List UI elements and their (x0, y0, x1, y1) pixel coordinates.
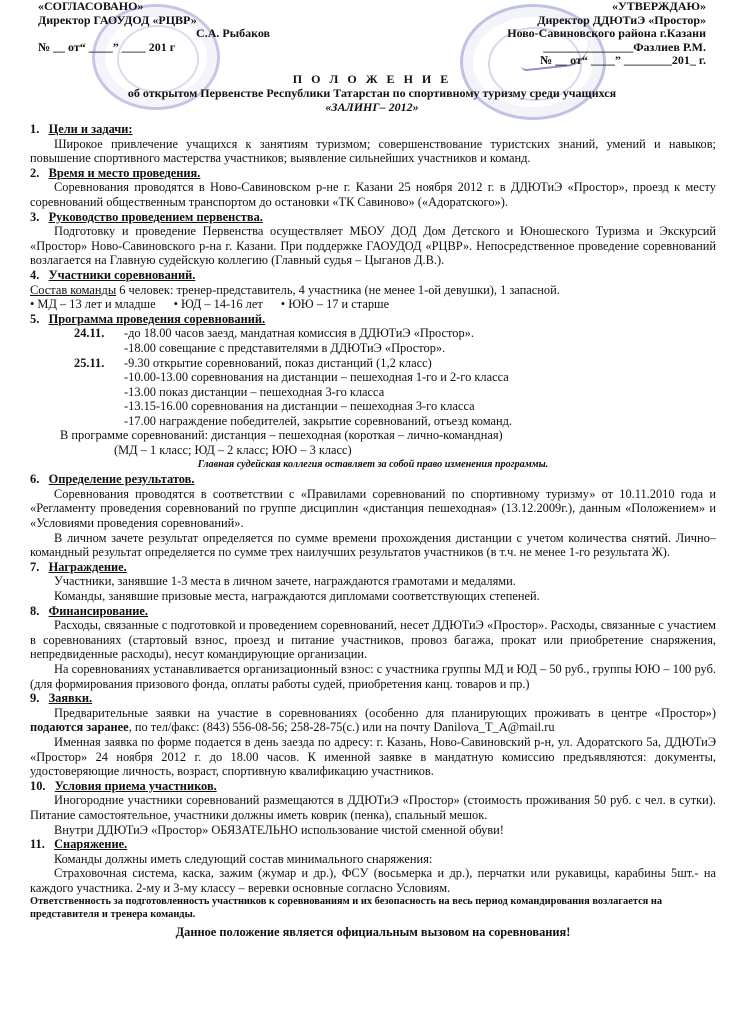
section-heading (30, 560, 716, 575)
section-paragraph: Участники, занявшие 1-3 места в личном зачете, награждаются грамотами и медалями. (54, 574, 516, 589)
schedule-date (74, 385, 124, 400)
section-heading (30, 166, 716, 181)
approval-left-heading: «СОГЛАСОВАНО» (38, 0, 144, 13)
applications-text: Предварительные заявки на участие в соревнованиях (особенно для планирующих проживать в центре «Простор») (54, 705, 716, 720)
approval-right-line4: № __ от“ ____” ________201_ г. (540, 53, 706, 67)
section-heading (30, 779, 716, 794)
team-text: 6 человек: тренер-представитель, 4 участника (не менее 1-ой девушки), 1 запасной. (116, 282, 560, 297)
schedule-date (74, 341, 124, 356)
section-paragraph: Расходы, связанные с подготовкой и проведением соревнований, несет ДДЮТиЭ «Простор». Расходы, связанные с участием в соревнованиях (стартовый взнос, проезд и питание участников, провоз багажа, прокат или приобретение снаряжения, непредвиденные расходы), несут командирующие организации. (30, 618, 716, 662)
section-paragraph: Внутри ДДЮТиЭ «Простор» ОБЯЗАТЕЛЬНО использование чистой сменной обуви! (54, 822, 504, 837)
section-title: Определение результатов. (48, 472, 195, 487)
approval-block-right (406, 0, 706, 68)
section-number: 9. (30, 691, 40, 706)
section-4 (30, 268, 716, 312)
schedule-row (74, 385, 716, 400)
section-paragraph: Команды должны иметь следующий состав минимального снаряжения: (54, 851, 433, 866)
age-group-md: • МД – 13 лет и младше (30, 297, 156, 312)
section-text: Соревнования проводятся в Ново-Савиновском р-не г. Казани 25 ноября 2012 г. в ДДЮТиЭ «Простор», проезд к месту соревнований общественным транспортом до остановки «ТК Савиново» («Адоратского»). (30, 180, 716, 209)
schedule-date: 24.11. (74, 326, 105, 341)
schedule-text: -17.00 награждение победителей, закрытие соревнований, отъезд команд. (124, 413, 513, 428)
section-number: 6. (30, 472, 40, 487)
section-heading (30, 210, 716, 225)
section-title: Снаряжение. (54, 837, 128, 852)
title-doc-word: П О Л О Ж Е Н И Е (292, 72, 452, 86)
section-8 (30, 604, 716, 692)
program-note: Главная судейская коллегия оставляет за собой право изменения программы. (197, 458, 549, 470)
section-paragraph: В личном зачете результат определяется по сумме времени прохождения дистанции с учетом количества снятий. Лично–командный результат определяется по сумме трех наилучших результатов участников (в т.ч. не менее 1-го результата Ж). (30, 530, 716, 560)
age-group-yd: • ЮД – 14-16 лет (173, 297, 263, 312)
schedule-row (74, 326, 716, 341)
responsibility-note: Ответственность за подготовленность участников к соревнованиям и их безопасность на весь период командирования возлагается на представителя и тренера команды. (30, 896, 663, 921)
section-11 (30, 837, 716, 895)
section-number: 5. (30, 311, 40, 326)
approval-right-line1: Директор ДДЮТиЭ «Простор» (537, 12, 706, 27)
section-2 (30, 166, 716, 210)
schedule-row (74, 414, 716, 429)
section-heading (30, 312, 716, 327)
section-heading (30, 691, 716, 706)
approval-block-left (38, 0, 298, 54)
document-title (0, 72, 744, 114)
schedule-row (74, 356, 716, 371)
schedule-date (74, 399, 124, 414)
section-title: Заявки. (48, 691, 93, 706)
age-groups (30, 297, 716, 312)
section-number: 10. (30, 778, 46, 793)
approval-right-heading: «УТВЕРЖДАЮ» (611, 0, 706, 13)
schedule-row (74, 370, 716, 385)
document-body (30, 122, 716, 940)
section-3 (30, 210, 716, 268)
applications-contacts: , по тел/факс: (843) 556-08-56; 258-28-75(с.) или на почту Danilova_T_A@mail.ru (128, 720, 555, 735)
section-paragraph: Именная заявка по форме подается в день заезда по адресу: г. Казань, Ново-Савиновский р-н, ул. Адоратского 5а, ДДЮТиЭ «Простор» 24 ноября 2012 г. до 18.00 часов. К именной заявке в мандатную комиссию предъявляются: документы, удостоверяющие личность, возраст, спортивную квалификацию участников. (30, 734, 716, 779)
section-6 (30, 472, 716, 560)
section-paragraph: Команды, занявшие призовые места, награждаются дипломами соответствующих степеней. (54, 589, 540, 603)
schedule-row (74, 341, 716, 356)
section-paragraph: Иногородние участники соревнований размещаются в ДДЮТиЭ «Простор» (стоимость проживания 50 руб. с чел. в сутки). Питание самостоятельное, участники должны иметь коврик (пенка), спальный мешок. (30, 793, 716, 822)
team-label: Состав команды (30, 282, 117, 297)
approval-left-line1: Директор ГАОУДОД «РЦВР» (38, 12, 197, 27)
section-number: 2. (30, 165, 40, 180)
section-5 (30, 312, 716, 473)
schedule-row (74, 399, 716, 414)
section-title: Руководство проведением первенства. (48, 209, 263, 224)
section-number: 7. (30, 559, 40, 574)
section-title: Участники соревнований. (48, 267, 196, 282)
schedule-text: -18.00 совещание с представителями в ДДЮТиЭ «Простор». (124, 340, 446, 355)
approval-right-line2: Ново-Савиновского района г.Казани (507, 26, 706, 40)
section-title: Время и место проведения. (48, 165, 201, 180)
applications-bold: подаются заранее (30, 720, 129, 735)
team-composition (30, 283, 716, 298)
approval-right-line3: _______________Фазлиев Р.М. (543, 39, 706, 54)
schedule-text: -10.00-13.00 соревнования на дистанции – пешеходная 1-го и 2-го класса (124, 370, 509, 385)
section-paragraph: Страховочная система, каска, зажим (жумар и др.), ФСУ (восьмерка и др.), перчатки или рукавицы, карабины 5шт.- на каждого участника. 2-му и 3-му классу – веревки основные согласно Условиям. (30, 866, 716, 895)
program-line2: (МД – 1 класс; ЮД – 2 класс; ЮЮ – 3 класс) (114, 443, 352, 458)
section-10 (30, 779, 716, 837)
section-heading (30, 122, 716, 137)
section-paragraph: На соревнованиях устанавливается организационный взнос: с участника группы МД и ЮД – 50 руб., группы ЮЮ – 100 руб. (для формирования призового фонда, оплаты работы судей, приобретения канц. товаров и пр.) (30, 661, 716, 691)
section-paragraph: Соревнования проводятся в соответствии с «Правилами соревнований по спортивному туризму» от 10.11.2010 года и «Регламенту проведения соревнований по группе дисциплин «дистанция пешеходная» (13.12.2009г.), данным «Положением» и «Условиями проведения соревнований». (30, 486, 716, 531)
section-7 (30, 560, 716, 604)
section-number: 4. (30, 267, 40, 282)
section-heading (30, 472, 716, 487)
schedule-text: -до 18.00 часов заезд, мандатная комиссия в ДДЮТиЭ «Простор». (124, 326, 474, 341)
schedule (30, 326, 716, 428)
section-text: Широкое привлечение учащихся к занятиям туризмом; совершенствование туристских знаний, умений и навыков; повышение спортивного мастерства участников; выявление сильнейших участников и команд. (30, 136, 716, 166)
schedule-date: 25.11. (74, 355, 105, 370)
title-subtitle: об открытом Первенстве Республики Татарстан по спортивному туризму среди учащихся (127, 86, 617, 100)
section-heading (30, 837, 716, 852)
schedule-text: -13.15-16.00 соревнования на дистанции – пешеходная 3-го класса (124, 399, 475, 414)
final-statement: Данное положение является официальным вызовом на соревнования! (175, 925, 571, 940)
section-title: Цели и задачи: (48, 122, 133, 136)
section-text: Подготовку и проведение Первенства осуществляет МБОУ ДОД Дом Детского и Юношеского Туризма и Экскурсий «Простор» Ново-Савиновского р-на г. Казани. При поддержке ГАОУДОД «РЦВР». Непосредственное проведение соревнований возлагается на Главную судейскую коллегию (Главный судья – Цыганов Д.В.). (30, 224, 716, 268)
section-paragraph (30, 706, 716, 735)
program-line1: В программе соревнований: дистанция – пешеходная (короткая – лично-командная) (60, 428, 503, 443)
section-title: Награждение. (48, 559, 127, 574)
section-heading (30, 268, 716, 283)
section-number: 11. (30, 837, 45, 852)
section-1 (30, 122, 716, 166)
section-number: 3. (30, 209, 40, 224)
approval-left-line3: № __ от“ ____” ____ 201 г (38, 39, 176, 54)
schedule-date (74, 370, 124, 385)
approval-left-line2: С.А. Рыбаков (196, 26, 270, 40)
section-title: Программа проведения соревнований. (48, 311, 266, 326)
section-title: Финансирование. (48, 603, 149, 618)
section-number: 8. (30, 603, 40, 618)
age-group-yy: • ЮЮ – 17 и старше (280, 297, 390, 312)
section-number: 1. (30, 122, 40, 136)
section-9 (30, 691, 716, 779)
schedule-date (74, 414, 124, 429)
schedule-text: -9.30 открытие соревнований, показ дистанций (1,2 класс) (124, 355, 432, 370)
section-heading (30, 604, 716, 619)
title-name: «ЗАЛИНГ– 2012» (325, 100, 419, 114)
schedule-text: -13.00 показ дистанции – пешеходная 3-го класса (124, 384, 385, 399)
section-title: Условия приема участников. (54, 778, 217, 793)
